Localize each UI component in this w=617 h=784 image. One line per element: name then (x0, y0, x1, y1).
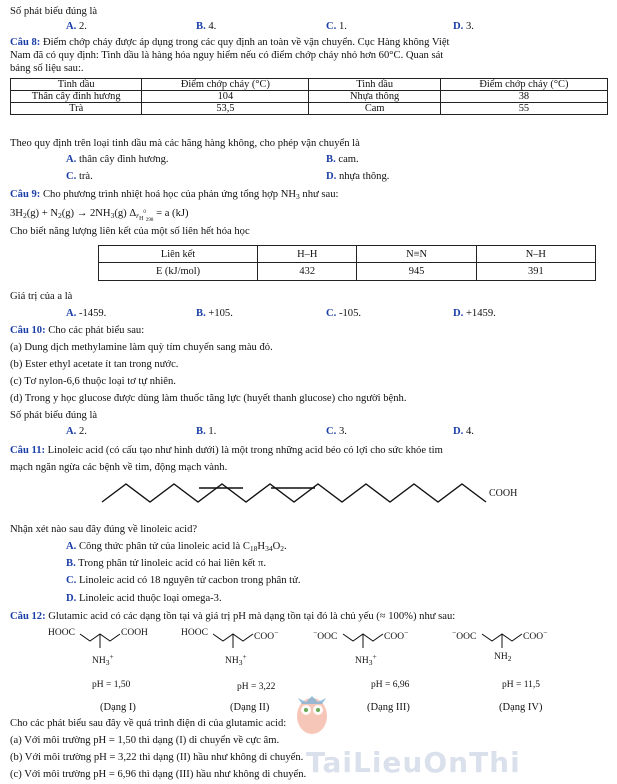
form4-amine: $NH_2$ (494, 652, 512, 663)
q8-cell: 38 (440, 91, 607, 103)
form4-right: COO− (523, 628, 548, 642)
q11-option-d: D. Linoleic acid thuộc loại omega-3. (66, 593, 222, 604)
q9-option-d: D. +1459. (453, 308, 496, 319)
form1-right: COOH (121, 628, 148, 638)
q9-th: H–H (258, 246, 357, 263)
table-row (11, 103, 608, 115)
q11-option-b: B. Trong phân tử linoleic acid có hai liên kết π. (66, 558, 266, 569)
owl-mascot-icon (292, 690, 332, 740)
q10-text: Câu 10: Cho các phát biểu sau: (10, 325, 145, 336)
q9-th: N≡N (357, 246, 476, 263)
q9-option-c: C. -105. (326, 308, 362, 319)
form1-amine: $NH_3^+$ (92, 652, 114, 667)
q12-item-b: (b) Với môi trường pH = 3,22 thì dạng (II) hầu như không di chuyển. (10, 752, 304, 763)
table-row (99, 263, 596, 281)
q8-th: Điểm chớp cháy (°C) (440, 79, 607, 91)
form2-left: HOOC (181, 628, 208, 638)
q8-cell: 53,5 (142, 103, 309, 115)
q9-cell: 432 (258, 263, 357, 281)
q10-option-a: A. 2. (66, 426, 87, 437)
q8-cell: Thân cây đinh hương (11, 91, 142, 103)
q10-item-b: (b) Ester ethyl acetate ít tan trong nước. (10, 359, 179, 370)
form4-name: (Dạng IV) (499, 702, 543, 713)
q11-text-line1: Câu 11: Linoleic acid (có cấu tạo như hình dưới) là một trong những acid béo có lợi cho sức khỏe tim (10, 445, 443, 456)
form4-left: −OOC (452, 628, 477, 642)
q10-option-c: C. 3. (326, 426, 347, 437)
q7-option-c: C. 1. (326, 21, 347, 32)
form4-ph: pH = 11,5 (502, 680, 540, 690)
q11-text-line2: mạch ngăn ngừa các bệnh về tim, động mạch vành. (10, 462, 228, 473)
q9-intro: Cho biết năng lượng liên kết của một số liên hết hóa học (10, 226, 250, 237)
q8-table-header (11, 79, 608, 91)
q12-intro: Cho các phát biểu sau đây về quá trình điện di của glutamic acid: (10, 718, 287, 729)
cooh-label: COOH (489, 488, 518, 499)
q9-option-b: B. +105. (196, 308, 233, 319)
form1-ph: pH = 1,50 (92, 680, 131, 690)
q8-th: Điểm chớp cháy (°C) (142, 79, 309, 91)
form3-amine: $NH_3^+$ (355, 652, 377, 667)
q8-option-a: A. thân cây đinh hương. (66, 154, 169, 165)
q10-item-d: (d) Trong y học glucose được dùng làm thuốc tăng lực (huyết thanh glucose) cho người bệnh. (10, 393, 407, 404)
q9-th: Liên kết (99, 246, 258, 263)
linoleic-acid-structure (0, 478, 617, 522)
q9-text: Câu 9: Cho phương trình nhiệt hoá học của phản ứng tổng hợp $NH_3$ như sau: (10, 189, 339, 201)
q8-after-text: Theo quy định trên loại tinh dầu mà các hãng hàng không, cho phép vận chuyển là (10, 138, 360, 149)
q8-cell: 104 (142, 91, 309, 103)
q12-item-a: (a) Với môi trường pH = 1,50 thì dạng (I) di chuyển về cực âm. (10, 735, 280, 746)
q8-text-line2: Nam đã có quy định: Tinh dầu là hàng hóa nguy hiểm nếu có điểm chớp cháy nhỏ hơn 60°C. Quan sát (10, 50, 444, 61)
q10-item-c: (c) Tơ nylon-6,6 thuộc loại tơ tự nhiên. (10, 376, 176, 387)
form2-right: COO− (254, 628, 279, 642)
watermark-logo: TaiLieuOnThi (306, 746, 521, 779)
q8-cell: Trà (11, 103, 142, 115)
form3-right: COO− (384, 628, 409, 642)
q7-option-b: B. 4. (196, 21, 217, 32)
q10-ask: Số phát biểu đúng là (10, 410, 98, 421)
form1-left: HOOC (48, 628, 75, 638)
q11-ask: Nhận xét nào sau đây đúng về linoleic acid? (10, 524, 198, 535)
form2-name: (Dạng II) (230, 702, 270, 713)
q8-option-d: D. nhựa thông. (326, 171, 390, 182)
form3-ph: pH = 6,96 (371, 680, 410, 690)
q8-option-c: C. trà. (66, 171, 93, 182)
q11-option-a: A. Công thức phân tử của linoleic acid là $C_{18}H_{34}O_2$. (66, 541, 287, 553)
q8-th: Tinh dầu (11, 79, 142, 91)
q8-text-line1: Câu 8: Điểm chớp cháy được áp dụng trong các quy định an toàn về vận chuyển. Cục Hàng không Việt (10, 37, 450, 48)
form2-amine: $NH_3^+$ (225, 652, 247, 667)
q8-option-b: B. cam. (326, 154, 359, 165)
form3-left: −OOC (313, 628, 338, 642)
q12-text: Câu 12: Glutamic acid có các dạng tồn tại và giá trị pH mà dạng tồn tại đó là chủ yếu (≈ 100%) như sau: (10, 611, 456, 622)
q9-table (98, 245, 596, 281)
q7-stem: Số phát biểu đúng là (10, 6, 98, 17)
q9-table-header (99, 246, 596, 263)
q8-th: Tinh dầu (309, 79, 440, 91)
q9-cell: E (kJ/mol) (99, 263, 258, 281)
q11-option-c: C. Linoleic acid có 18 nguyên tử cacbon trong phân tử. (66, 575, 301, 586)
q9-equation: $3H_2(g) + N_2(g) \to 2NH_3(g) \Delta_{rH}^0_{298} = a$ (kJ) (10, 208, 189, 223)
q8-text-line3: bảng số liệu sau:. (10, 63, 84, 74)
q9-ask: Giá trị của a là (10, 291, 73, 302)
q9-option-a: A. -1459. (66, 308, 107, 319)
q8-cell: Cam (309, 103, 440, 115)
q7-option-a: A. 2. (66, 21, 87, 32)
q9-cell: 945 (357, 263, 476, 281)
table-row (11, 91, 608, 103)
q7-option-d: D. 3. (453, 21, 474, 32)
q8-table (10, 78, 608, 115)
q8-cell: 55 (440, 103, 607, 115)
q9-cell: 391 (476, 263, 595, 281)
q8-cell: Nhựa thông (309, 91, 440, 103)
q10-option-d: D. 4. (453, 426, 474, 437)
form2-ph: pH = 3,22 (237, 682, 276, 692)
q10-item-a: (a) Dung dịch methylamine làm quỳ tím chuyển sang màu đỏ. (10, 342, 273, 353)
form1-name: (Dạng I) (100, 702, 136, 713)
q9-th: N–H (476, 246, 595, 263)
form3-name: (Dạng III) (367, 702, 410, 713)
q12-item-c: (c) Với môi trường pH = 6,96 thì dạng (III) hầu như không di chuyển. (10, 769, 307, 780)
q10-option-b: B. 1. (196, 426, 217, 437)
